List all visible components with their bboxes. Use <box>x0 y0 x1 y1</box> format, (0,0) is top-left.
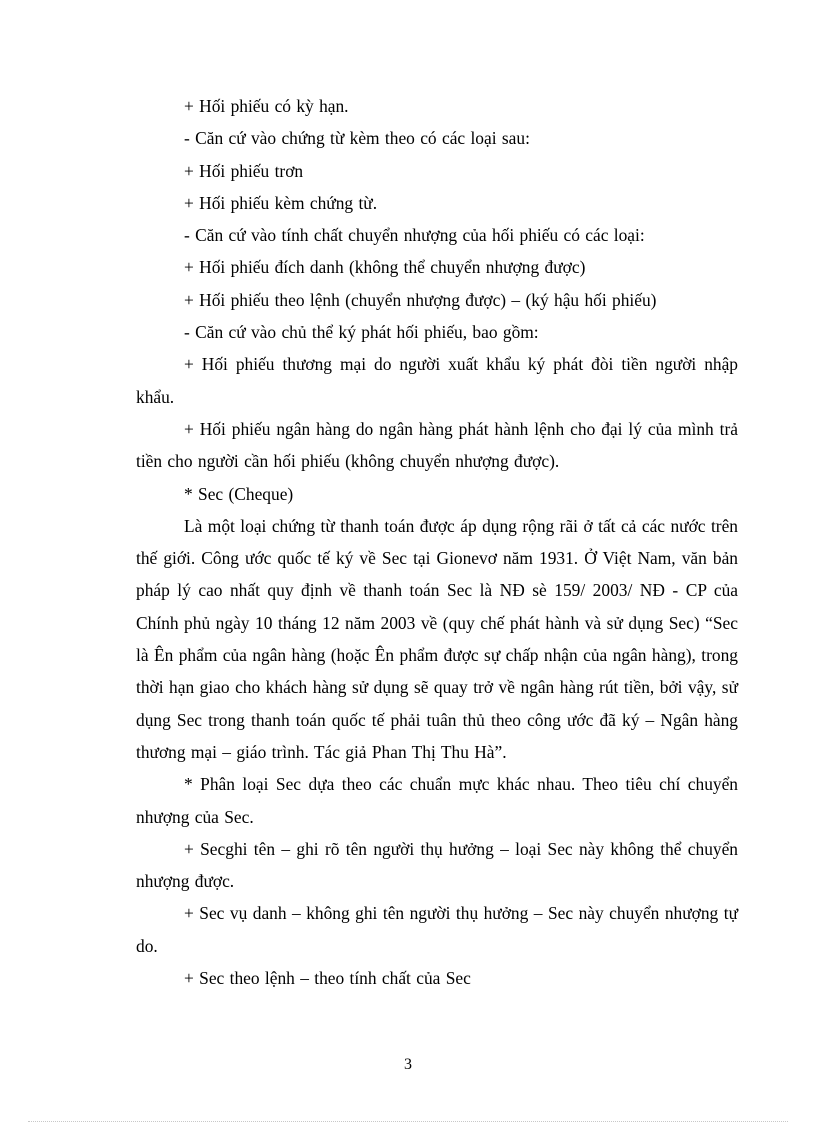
paragraph-by-transferability: - Căn cứ vào tính chất chuyển nhượng của hối phiếu có các loại: <box>184 225 645 246</box>
body-text <box>136 90 738 994</box>
paragraph-cheque-heading: * Sec (Cheque) <box>184 483 294 504</box>
paragraph-by-documents: - Căn cứ vào chứng từ kèm theo có các loại sau: <box>184 128 530 149</box>
paragraph-order-cheque: + Sec theo lệnh – theo tính chất của Sec <box>184 968 471 989</box>
paragraph-cheque-classification: * Phân loại Sec dựa theo các chuẩn mực khác nhau. Theo tiêu chí chuyển nhượng của Sec. <box>136 774 738 827</box>
paragraph-order-bill: + Hối phiếu theo lệnh (chuyển nhượng được) – (ký hậu hối phiếu) <box>184 289 657 310</box>
paragraph-by-drawer: - Căn cứ vào chủ thể ký phát hối phiếu, bao gồm: <box>184 322 539 343</box>
paragraph-named-cheque: + Secghi tên – ghi rõ tên người thụ hưởng – loại Sec này không thể chuyển nhượng được. <box>136 838 738 892</box>
paragraph-documentary-bill: + Hối phiếu kèm chứng từ. <box>184 192 378 213</box>
paragraph-bullet-term-bill: + Hối phiếu có kỳ hạn. <box>184 96 349 116</box>
paragraph-named-bill: + Hối phiếu đích danh (không thể chuyển nhượng được) <box>184 257 586 278</box>
paragraph-trade-bill: + Hối phiếu thương mại do người xuất khẩu ký phát đòi tiền người nhập khẩu. <box>136 354 738 407</box>
page-bottom-divider <box>28 1121 788 1122</box>
page-number: 3 <box>404 1056 412 1073</box>
paragraph-bearer-cheque: + Sec vụ danh – không ghi tên người thụ hưởng – Sec này chuyển nhượng tự do. <box>136 903 738 956</box>
paragraph-bank-bill: + Hối phiếu ngân hàng do ngân hàng phát hành lệnh cho đại lý của mình trả tiền cho người cần hối phiếu (không chuyển nhượng được). <box>136 418 738 472</box>
paragraph-cheque-definition: Là một loại chứng từ thanh toán được áp dụng rộng rãi ở tất cả các nước trên thế giới. Công ước quốc tế ký về Sec tại Gionevơ năm 1931. Ở Việt Nam, văn bản pháp lý cao nhất quy định về thanh toán Sec là NĐ sè 159/ 2003/ NĐ - CP của Chính phủ ngày 10 tháng 12 năm 2003 về (quy chế phát hành và sử dụng Sec) “Sec là Ên phẩm của ngân hàng (hoặc Ên phẩm được sự chấp nhận của ngân hàng), trong thời hạn giao cho khách hàng sử dụng sẽ quay trở về ngân hàng rút tiền, bởi vậy, sử dụng Sec trong thanh toán quốc tế phải tuân thủ theo công ước đã ký – Ngân hàng thương mại – giáo trình. Tác giả Phan Thị Thu Hà”. <box>136 515 738 762</box>
paragraph-clean-bill: + Hối phiếu trơn <box>184 160 304 181</box>
